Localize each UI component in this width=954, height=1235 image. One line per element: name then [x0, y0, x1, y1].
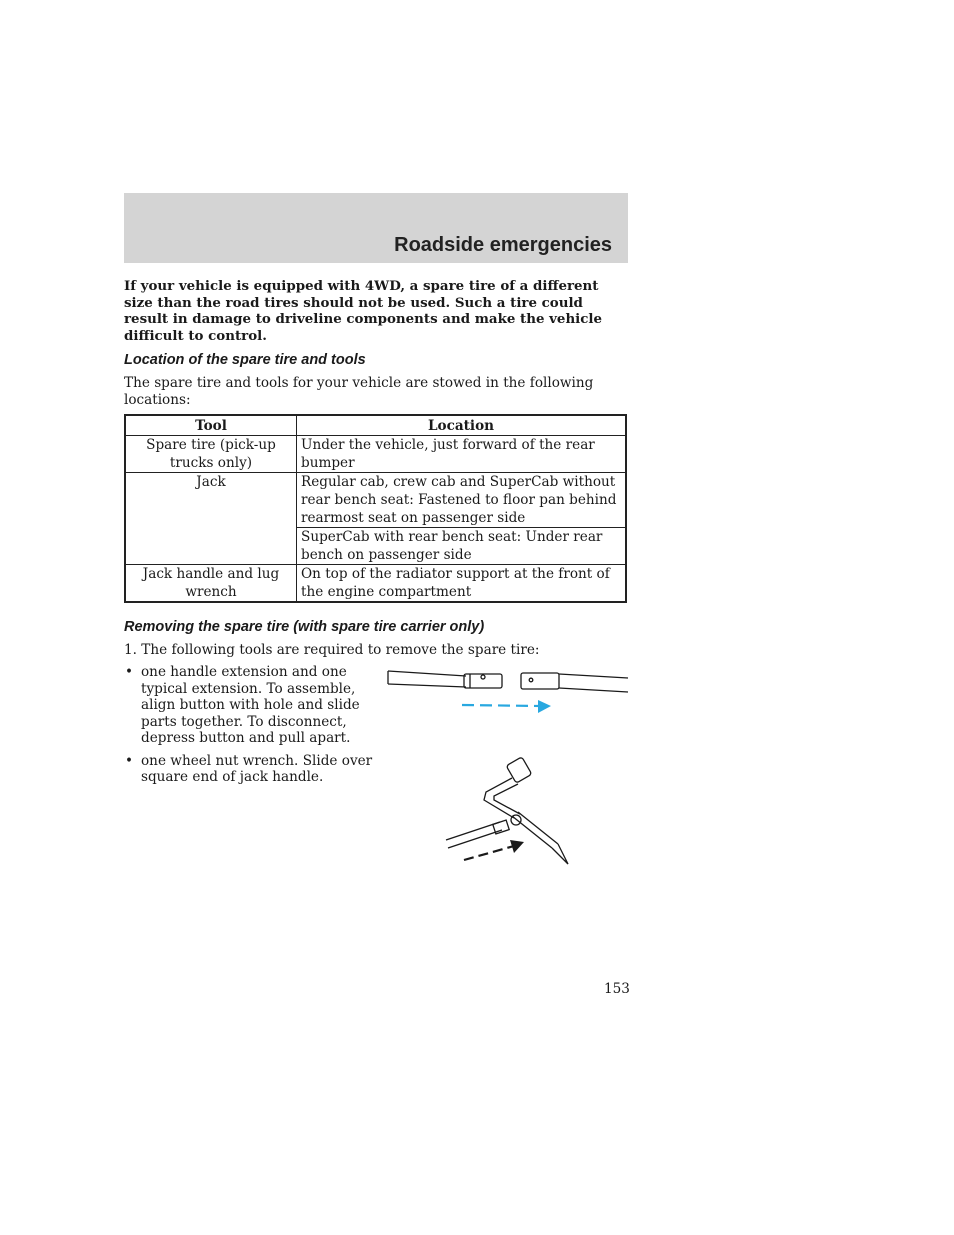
table-row: [125, 473, 626, 528]
header-tool: Tool: [125, 415, 297, 436]
location-cell: Under the vehicle, just forward of the rear bumper: [297, 436, 627, 473]
location-cell: On top of the radiator support at the front of the engine compartment: [297, 565, 627, 603]
location-intro: The spare tire and tools for your vehicle are stowed in the following locations:: [124, 375, 594, 408]
header-band: [124, 193, 628, 263]
page-number: 153: [604, 981, 630, 997]
tool-cell: Jack: [125, 473, 297, 565]
warning-text: If your vehicle is equipped with 4WD, a spare tire of a different size than the road tires should not be used. Such a tire could result in damage to driveline components and make the vehicle difficult to control.: [124, 278, 603, 344]
section-title: Roadside emergencies: [394, 234, 612, 256]
location-cell: SuperCab with rear bench seat: Under rear bench on passenger side: [297, 528, 627, 565]
tool-cell: Jack handle and lug wrench: [125, 565, 297, 603]
bullet-text: one handle extension and one typical extension. To assemble, align button with hole and slide parts together. To disconnect, depress button and pull apart.: [141, 664, 360, 746]
handle-extension-illustration: [384, 666, 630, 718]
list-item: [124, 664, 374, 747]
bullet-text: one wheel nut wrench. Slide over square end of jack handle.: [141, 752, 373, 785]
table-row: [125, 565, 626, 603]
bullet-icon: •: [125, 752, 134, 769]
location-heading: Location of the spare tire and tools: [124, 352, 366, 368]
table-header-row: [125, 415, 626, 436]
table-row: [125, 436, 626, 473]
tool-bullet-list: [124, 664, 374, 792]
step-1-text: 1. The following tools are required to remove the spare tire:: [124, 642, 540, 658]
header-location: Location: [297, 415, 627, 436]
bullet-icon: •: [125, 664, 134, 680]
removing-heading: Removing the spare tire (with spare tire carrier only): [124, 619, 485, 635]
wheel-nut-wrench-illustration: [444, 756, 576, 872]
location-cell: Regular cab, crew cab and SuperCab without rear bench seat: Fastened to floor pan behind rearmost seat on passenger side: [297, 473, 627, 528]
tool-location-table: [124, 414, 627, 603]
tool-cell: Spare tire (pick-up trucks only): [125, 436, 297, 473]
list-item: [124, 753, 374, 786]
